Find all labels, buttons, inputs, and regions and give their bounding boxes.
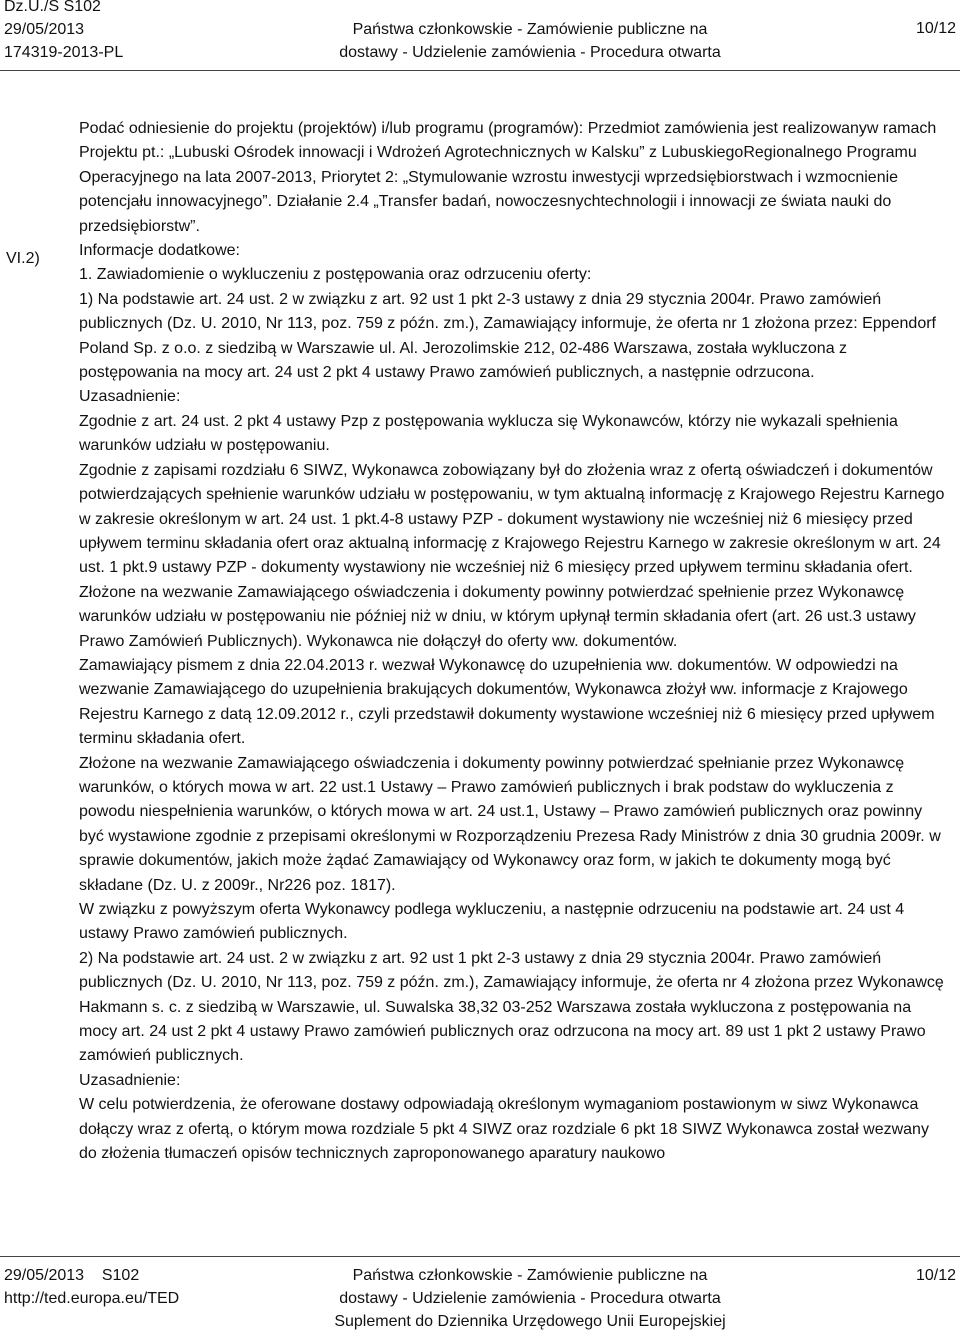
paragraph: W związku z powyższym oferta Wykonawcy podlega wykluczeniu, a następnie odrzuceniu na podstawie art. 24 ust 4 ustawy Prawo zamówień publicznych.: [79, 901, 905, 943]
section-label: VI.2): [6, 250, 40, 267]
paragraph: Zamawiający pismem z dnia 22.04.2013 r. wezwał Wykonawcę do uzupełnienia ww. dokumentów. W odpowiedzi na wezwanie Zamawiającego do uzupełnienia brakujących dokumentów, Wykonawca złożył ww. informacje z Krajowego Rejestru Karnego z datą 12.09.2012 r., czyli przedstawił dokumenty wystawione wcześniej niż 6 miesięcy przed upływem terminu składania ofert.: [79, 656, 935, 748]
paragraph: Zgodnie z zapisami rozdziału 6 SIWZ, Wykonawca zobowiązany był do złożenia wraz z ofertą oświadczeń i dokumentów potwierdzających spełnienie warunków udziału w postępowaniu, w tym aktualną informację z Krajowego Rejestru Karnego w zakresie określonym w art. 24 ust. 1 pkt.4-8 ustawy PZP - dokument wystawiony nie wcześniej niż 6 miesięcy przed upływem terminu składania ofert oraz aktualną informację z Krajowego Rejestru Karnego w zakresie określonym w art. 24 ust. 1 pkt.9 ustawy PZP - dokumenty wystawiony nie wcześniej niż 6 miesięcy przed upływem terminu składania ofert. Złożone na wezwanie Zamawiającego oświadczenia i dokumenty powinny potwierdzać spełnienie przez Wykonawcę warunków udziału w postępowaniu nie później niż w dniu, w którym upłynął termin składania ofert (art. 26 ust.3 ustawy Prawo Zamówień Publicznych). Wykonawca nie dołączył do oferty ww. dokumentów.: [79, 461, 945, 650]
header-page-number: 10/12: [915, 20, 956, 37]
notice-id: 174319-2013-PL: [4, 44, 124, 61]
additional-info-heading: Informacje dodatkowe:: [79, 242, 240, 260]
footer-page-number: 10/12: [915, 1267, 956, 1284]
paragraph: 2) Na podstawie art. 24 ust. 2 w związku z art. 92 ust 1 pkt 2-3 ustawy z dnia 29 stycznia 2004r. Prawo zamówień publicznych (Dz. U. 2010, Nr 113, poz. 759 z późn. zm.), Zamawiający informuje, że oferta nr 4 złożona przez Wykonawcę Hakmann s. c. z siedzibą w Warszawie, ul. Suwalska 38,32 03-252 Warszawa została wykluczona z postępowania na mocy art. 24 ust 2 pkt 4 ustawy Prawo zamówień publicznych oraz odrzucona na mocy art. 89 ust 1 pkt 2 ustawy Prawo zamówień publicznych.: [79, 949, 944, 1065]
footer-divider: [0, 1256, 960, 1257]
header-divider: [0, 70, 960, 71]
footer-center: [0, 1264, 960, 1333]
paragraph: Złożone na wezwanie Zamawiającego oświadczenia i dokumenty powinny potwierdzać spełnianie przez Wykonawcę warunków, o których mowa w art. 22 ust.1 Ustawy – Prawo zamówień publicznych i brak podstaw do wykluczenia z powodu niespełnienia warunków, o których mowa w art. 24 ust.1, Ustawy – Prawo zamówień publicznych oraz powinny być wystawione zgodnie z przepisami określonymi w Rozporządzeniu Prezesa Rady Ministrów z dnia 30 grudnia 2009r. w sprawie dokumentów, jakich może żądać Zamawiający od Wykonawcy oraz form, w jakich te dokumenty mogą być składane (Dz. U. z 2009r., Nr226 poz. 1817).: [79, 754, 941, 894]
footer-title-line1: Państwa członkowskie - Zamówienie publiczne na: [352, 1267, 708, 1284]
ted-link[interactable]: http://ted.europa.eu/TED: [4, 1290, 180, 1307]
footer-title-line2: dostawy - Udzielenie zamówienia - Procedura otwarta: [339, 1290, 721, 1307]
journal-ref: Dz.U./S S102: [4, 0, 101, 15]
paragraph: 1) Na podstawie art. 24 ust. 2 w związku z art. 92 ust 1 pkt 2-3 ustawy z dnia 29 stycznia 2004r. Prawo zamówień publicznych (Dz. U. 2010, Nr 113, poz. 759 z późn. zm.), Zamawiający informuje, że oferta nr 1 złożona przez: Eppendorf Poland Sp. z o.o. z siedzibą w Warszawie ul. Al. Jerozolimskie 212, 02-486 Warszawa, została wykluczona z postępowania na mocy art. 24 ust 2 pkt 4 ustawy Prawo zamówień publicznych, a następnie odrzucona.: [79, 290, 936, 382]
header-title-line2: dostawy - Udzielenie zamówienia - Procedura otwarta: [339, 44, 721, 61]
footer-date: 29/05/2013 S102: [4, 1267, 140, 1284]
footer-supplement: Suplement do Dziennika Urzędowego Unii Europejskiej: [334, 1313, 726, 1330]
paragraph: Zgodnie z art. 24 ust. 2 pkt 4 ustawy Pzp z postępowania wyklucza się Wykonawców, którzy nie wykazali spełnienia warunków udziału w postępowaniu.: [79, 412, 898, 455]
document-body: [79, 117, 949, 1166]
header-title-line1: Państwa członkowskie - Zamówienie publiczne na: [352, 21, 708, 38]
header-date: 29/05/2013: [4, 21, 85, 38]
project-reference: Podać odniesienie do projektu (projektów) i/lub programu (programów): Przedmiot zamówienia jest realizowanyw ramach Projektu pt.: „Lubuski Ośrodek innowacji i Wdrożeń Agrotechnicznych w Kalsku” z LubuskiegoRegionalnego Programu Operacyjnego na lata 2007-2013, Priorytet 2: „Stymulowanie wzrostu inwestycji wprzedsiębiorstwach i wzmocnienie potencjału innowacyjnego”. Działanie 2.4 „Transfer badań, nowoczesnychtechnologii i innowacji ze świata nauki do przedsiębiorstw”.: [79, 120, 937, 235]
page-header: [0, 0, 960, 70]
paragraph: Uzasadnienie:: [79, 388, 181, 406]
page-footer: [0, 1252, 960, 1334]
paragraph: 1. Zawiadomienie o wykluczeniu z postępowania oraz odrzuceniu oferty:: [79, 266, 592, 284]
paragraph: W celu potwierdzenia, że oferowane dostawy odpowiadają określonym wymaganiom postawionym w siwz Wykonawca dołączy wraz z ofertą, o którym mowa rozdziale 5 pkt 4 SIWZ oraz rozdziale 6 pkt 18 SIWZ Wykonawca został wezwany do złożenia tłumaczeń opisów technicznych zaproponowanego aparatury naukowo: [79, 1096, 929, 1163]
header-center: [0, 0, 960, 64]
paragraph: Uzasadnienie:: [79, 1071, 181, 1089]
